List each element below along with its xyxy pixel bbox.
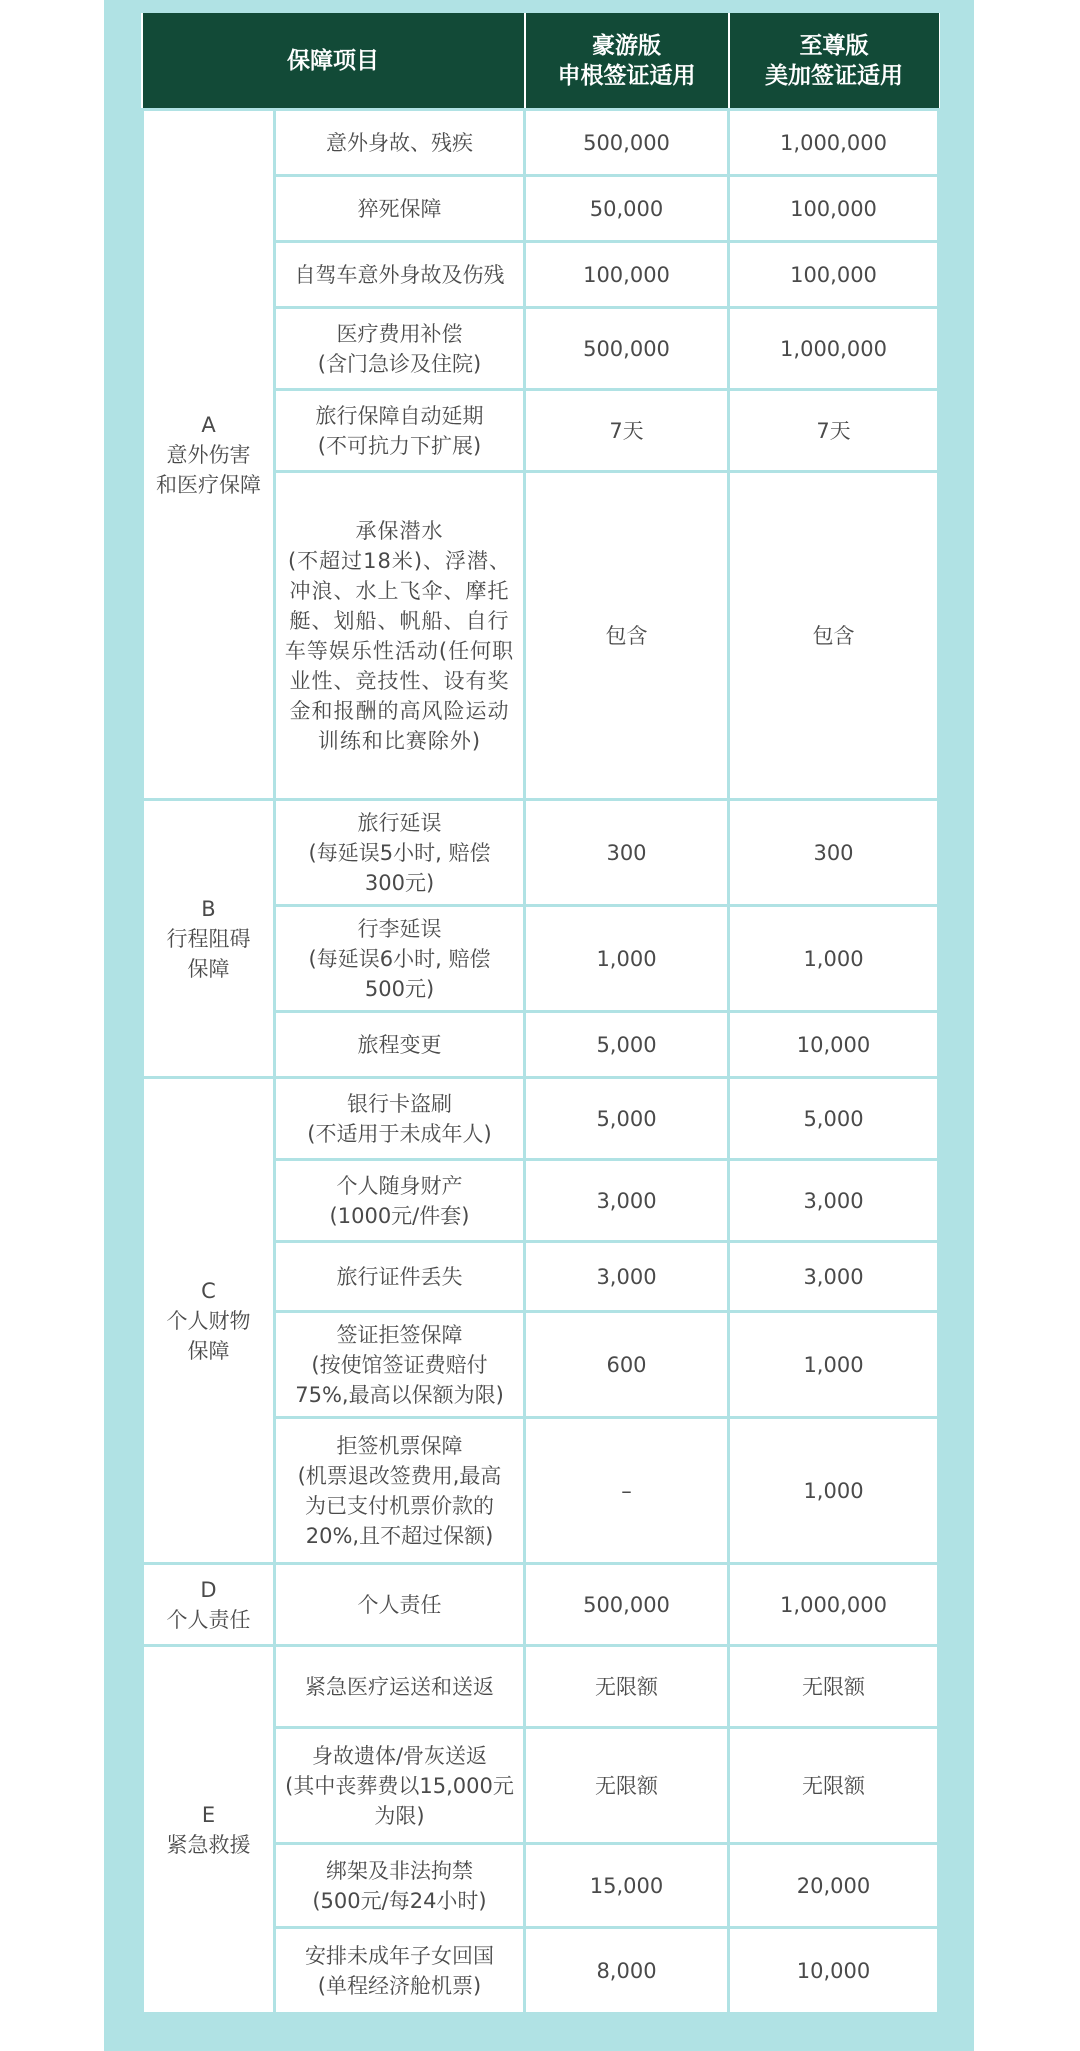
plan-luxury-value: 300 — [525, 800, 729, 906]
coverage-item-cell: 安排未成年子女回国 (单程经济舱机票) — [275, 1928, 525, 2014]
plan-luxury-value: 15,000 — [525, 1844, 729, 1928]
plan-luxury-visa: 申根签证适用 — [557, 62, 696, 89]
plan-supreme-value: 20,000 — [729, 1844, 939, 1928]
category-cell: B 行程阻碍 保障 — [143, 800, 275, 1078]
table-row — [143, 800, 939, 906]
coverage-table — [141, 13, 940, 2015]
plan-supreme-value: 无限额 — [729, 1728, 939, 1844]
coverage-item-cell: 医疗费用补偿 (含门急诊及住院) — [275, 308, 525, 390]
plan-luxury-value: – — [525, 1418, 729, 1564]
plan-supreme-value: 1,000 — [729, 1418, 939, 1564]
plan-luxury-value: 无限额 — [525, 1728, 729, 1844]
category-cell: D 个人责任 — [143, 1564, 275, 1646]
coverage-item-cell: 猝死保障 — [275, 176, 525, 242]
plan-luxury-value: 500,000 — [525, 110, 729, 176]
plan-supreme-visa: 美加签证适用 — [765, 62, 903, 89]
plan-luxury-name: 豪游版 — [592, 32, 661, 59]
plan-luxury-value: 500,000 — [525, 1564, 729, 1646]
category-cell: C 个人财物 保障 — [143, 1078, 275, 1564]
coverage-item-cell: 身故遗体/骨灰送返 (其中丧葬费以15,000元 为限) — [275, 1728, 525, 1844]
plan-supreme-value: 7天 — [729, 390, 939, 472]
plan-luxury-value: 5,000 — [525, 1012, 729, 1078]
plan-supreme-value: 10,000 — [729, 1928, 939, 2014]
coverage-item-cell: 旅行保障自动延期 (不可抗力下扩展) — [275, 390, 525, 472]
plan-luxury-value: 3,000 — [525, 1242, 729, 1312]
coverage-item-cell: 个人随身财产 (1000元/件套) — [275, 1160, 525, 1242]
plan-supreme-value: 1,000,000 — [729, 308, 939, 390]
coverage-item-cell: 紧急医疗运送和送返 — [275, 1646, 525, 1728]
coverage-item-cell: 旅行延误 (每延误5小时, 赔偿 300元) — [275, 800, 525, 906]
plan-supreme-value: 5,000 — [729, 1078, 939, 1160]
plan-supreme-value: 包含 — [729, 472, 939, 800]
plan-luxury-value: 无限额 — [525, 1646, 729, 1728]
coverage-item-cell: 拒签机票保障 (机票退改签费用,最高 为已支付机票价款的 20%,且不超过保额) — [275, 1418, 525, 1564]
plan-supreme-name: 至尊版 — [799, 32, 869, 59]
coverage-item-cell: 旅程变更 — [275, 1012, 525, 1078]
coverage-item-cell: 意外身故、残疾 — [275, 110, 525, 176]
plan-luxury-value: 1,000 — [525, 906, 729, 1012]
plan-supreme-value: 3,000 — [729, 1160, 939, 1242]
plan-luxury-value: 包含 — [525, 472, 729, 800]
plan-luxury-value: 3,000 — [525, 1160, 729, 1242]
coverage-item-cell: 签证拒签保障 (按使馆签证费赔付 75%,最高以保额为限) — [275, 1312, 525, 1418]
plan-supreme-value: 1,000 — [729, 1312, 939, 1418]
coverage-item-cell: 自驾车意外身故及伤残 — [275, 242, 525, 308]
coverage-item-cell: 旅行证件丢失 — [275, 1242, 525, 1312]
plan-luxury-value: 5,000 — [525, 1078, 729, 1160]
plan-supreme-value: 100,000 — [729, 242, 939, 308]
plan-luxury-value: 600 — [525, 1312, 729, 1418]
category-cell: A 意外伤害 和医疗保障 — [143, 110, 275, 800]
table-row — [143, 1646, 939, 1728]
header-plan-luxury — [525, 13, 729, 110]
table-row — [143, 110, 939, 176]
plan-luxury-value: 500,000 — [525, 308, 729, 390]
plan-supreme-value: 1,000,000 — [729, 110, 939, 176]
plan-supreme-value: 10,000 — [729, 1012, 939, 1078]
plan-luxury-value: 8,000 — [525, 1928, 729, 2014]
coverage-item-cell: 银行卡盗刷 (不适用于未成年人) — [275, 1078, 525, 1160]
plan-supreme-value: 3,000 — [729, 1242, 939, 1312]
category-cell: E 紧急救援 — [143, 1646, 275, 2014]
table-header-row — [143, 13, 939, 110]
table-body — [143, 110, 939, 2014]
plan-supreme-value: 1,000,000 — [729, 1564, 939, 1646]
table-row — [143, 1564, 939, 1646]
header-coverage-item: 保障项目 — [143, 13, 525, 110]
coverage-item-cell: 行李延误 (每延误6小时, 赔偿 500元) — [275, 906, 525, 1012]
plan-luxury-value: 50,000 — [525, 176, 729, 242]
coverage-item-cell: 个人责任 — [275, 1564, 525, 1646]
plan-supreme-value: 300 — [729, 800, 939, 906]
coverage-item-cell: 承保潜水 (不超过18米)、浮潜、冲浪、水上飞伞、摩托艇、划船、帆船、自行车等娱乐性活动(任何职业性、竞技性、设有奖金和报酬的高风险运动训练和比赛除外) — [275, 472, 525, 800]
coverage-item-cell: 绑架及非法拘禁 (500元/每24小时) — [275, 1844, 525, 1928]
plan-luxury-value: 100,000 — [525, 242, 729, 308]
table-row — [143, 1078, 939, 1160]
plan-supreme-value: 100,000 — [729, 176, 939, 242]
plan-supreme-value: 1,000 — [729, 906, 939, 1012]
header-plan-supreme — [729, 13, 939, 110]
plan-supreme-value: 无限额 — [729, 1646, 939, 1728]
plan-luxury-value: 7天 — [525, 390, 729, 472]
